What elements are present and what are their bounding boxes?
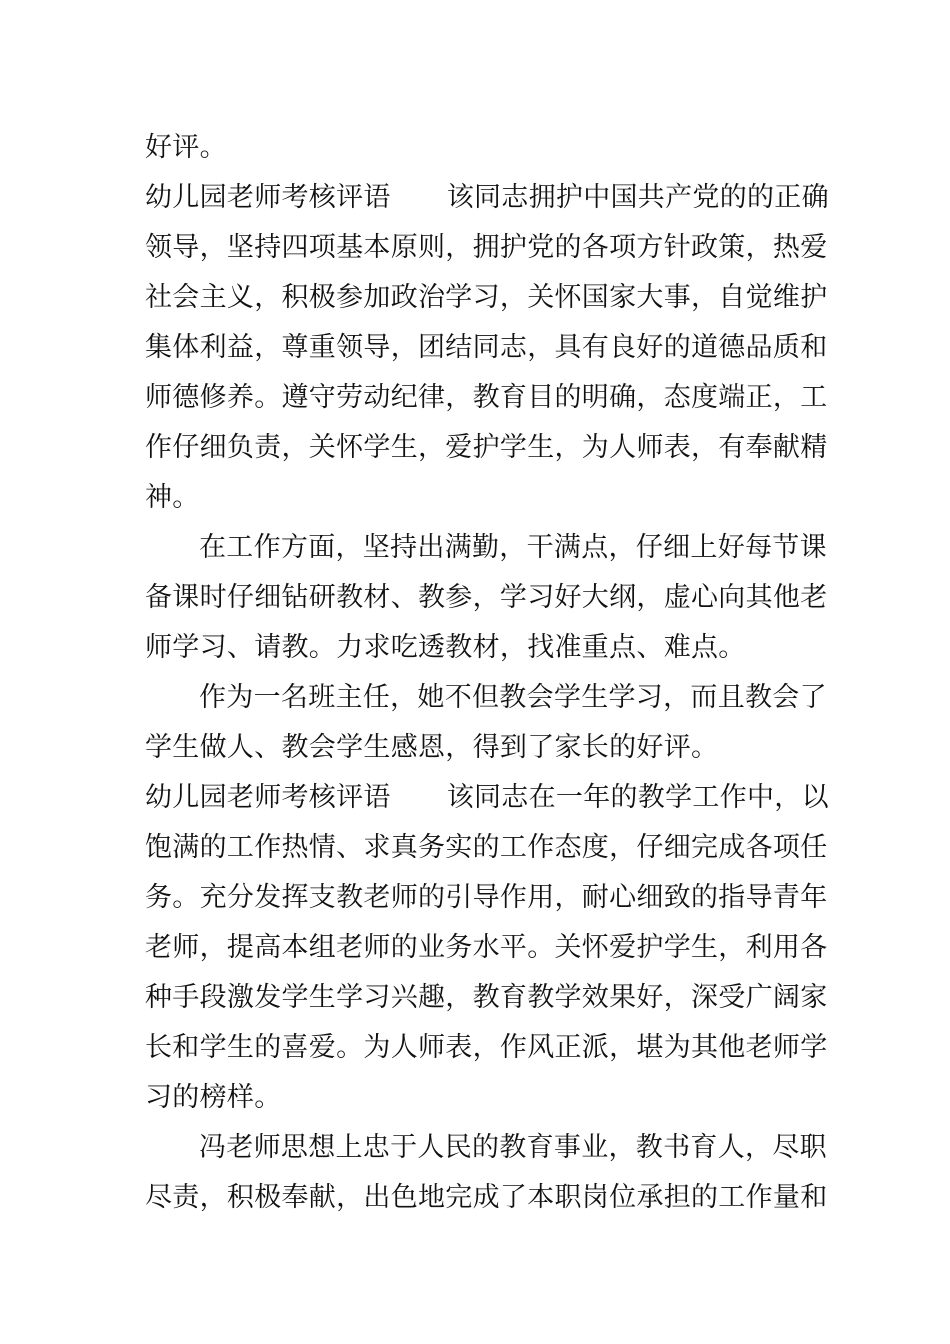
- text-line: 神。: [145, 482, 200, 513]
- text-line: 师德修养。遵守劳动纪律，教育目的明确，态度端正，工: [145, 382, 828, 413]
- section-heading: 幼儿园老师考核评语: [145, 182, 391, 213]
- text-line: 作仔细负责，关怀学生，爱护学生，为人师表，有奉献精: [145, 432, 828, 463]
- text-line: 该同志拥护中国共产党的的正确: [446, 182, 829, 213]
- text-line: 务。充分发挥支教老师的引导作用，耐心细致的指导青年: [145, 882, 828, 913]
- text-line: 领导，坚持四项基本原则，拥护党的各项方针政策，热爱: [145, 232, 828, 263]
- text-line: 好评。: [145, 132, 227, 163]
- text-line: 饱满的工作热情、求真务实的工作态度，仔细完成各项任: [145, 832, 828, 863]
- text-line: 集体利益，尊重领导，团结同志，具有良好的道德品质和: [145, 332, 828, 363]
- text-line: 尽责，积极奉献，出色地完成了本职岗位承担的工作量和: [145, 1182, 828, 1213]
- text-line: 该同志在一年的教学工作中，以: [446, 782, 829, 813]
- text-line: 社会主义，积极参加政治学习，关怀国家大事，自觉维护: [145, 282, 828, 313]
- text-line: 作为一名班主任，她不但教会学生学习，而且教会了: [199, 682, 827, 713]
- text-line: 冯老师思想上忠于人民的教育事业，教书育人，尽职: [199, 1132, 827, 1163]
- text-line: 种手段激发学生学习兴趣，教育教学效果好，深受广阔家: [145, 982, 828, 1013]
- text-line: 学生做人、教会学生感恩，得到了家长的好评。: [145, 732, 719, 763]
- text-line: 师学习、请教。力求吃透教材，找准重点、难点。: [145, 632, 746, 663]
- text-line: 备课时仔细钻研教材、教参，学习好大纲，虚心向其他老: [145, 582, 828, 613]
- section-heading-line: [145, 180, 829, 216]
- text-line: 长和学生的喜爱。为人师表，作风正派，堪为其他老师学: [145, 1032, 828, 1063]
- text-line: 习的榜样。: [145, 1082, 282, 1113]
- text-line: 老师，提高本组老师的业务水平。关怀爱护学生，利用各: [145, 932, 828, 963]
- section-heading-line: [145, 780, 829, 816]
- text-line: 在工作方面，坚持出满勤，干满点，仔细上好每节课: [199, 532, 827, 563]
- section-heading: 幼儿园老师考核评语: [145, 782, 391, 813]
